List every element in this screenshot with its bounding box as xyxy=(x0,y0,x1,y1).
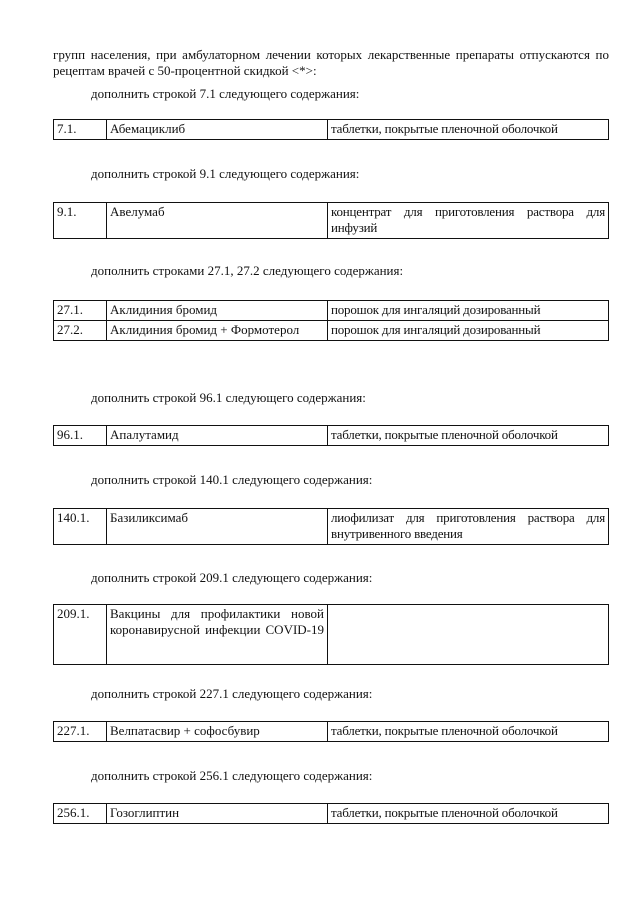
dosage-form: таблетки, покрытые пленочной оболочкой xyxy=(328,804,609,824)
row-number: 96.1. xyxy=(54,426,107,446)
table-row xyxy=(54,804,609,824)
table-row xyxy=(54,426,609,446)
dosage-form: концентрат для приготовления раствора для инфузий xyxy=(328,203,609,239)
section-lead: дополнить строкой 209.1 следующего содержания: xyxy=(91,570,373,585)
drug-table xyxy=(53,300,609,341)
intro-paragraph: групп населения, при амбулаторном лечении которых лекарственные препараты отпускаются по рецептам врачей с 50-процентной скидкой <*>: xyxy=(53,47,609,78)
section-lead: дополнить строкой 140.1 следующего содержания: xyxy=(91,472,373,487)
drug-table xyxy=(53,119,609,140)
drug-name: Аклидиния бромид xyxy=(107,301,328,321)
row-number: 9.1. xyxy=(54,203,107,239)
drug-name: Базиликсимаб xyxy=(107,509,328,545)
section-lead: дополнить строкой 256.1 следующего содержания: xyxy=(91,768,373,783)
drug-table xyxy=(53,721,609,742)
drug-name: Вакцины для профилактики новой коронавирусной инфекции COVID-19 xyxy=(107,605,328,665)
row-number: 27.1. xyxy=(54,301,107,321)
row-number: 209.1. xyxy=(54,605,107,665)
row-number: 140.1. xyxy=(54,509,107,545)
table-row xyxy=(54,120,609,140)
drug-name: Апалутамид xyxy=(107,426,328,446)
dosage-form xyxy=(328,605,609,665)
row-number: 27.2. xyxy=(54,321,107,341)
drug-table xyxy=(53,202,609,239)
dosage-form: порошок для ингаляций дозированный xyxy=(328,301,609,321)
dosage-form: таблетки, покрытые пленочной оболочкой xyxy=(328,722,609,742)
drug-name: Велпатасвир + софосбувир xyxy=(107,722,328,742)
table-row xyxy=(54,509,609,545)
dosage-form: лиофилизат для приготовления раствора для внутривенного введения xyxy=(328,509,609,545)
row-number: 227.1. xyxy=(54,722,107,742)
section-lead: дополнить строкой 96.1 следующего содержания: xyxy=(91,390,366,405)
section-lead: дополнить строкой 7.1 следующего содержания: xyxy=(91,86,360,101)
section-lead: дополнить строками 27.1, 27.2 следующего содержания: xyxy=(91,263,404,278)
table-row xyxy=(54,301,609,321)
table-row xyxy=(54,722,609,742)
drug-name: Абемациклиб xyxy=(107,120,328,140)
drug-name: Аклидиния бромид + Формотерол xyxy=(107,321,328,341)
table-row xyxy=(54,321,609,341)
drug-name: Гозоглиптин xyxy=(107,804,328,824)
section-lead: дополнить строкой 227.1 следующего содержания: xyxy=(91,686,373,701)
dosage-form: таблетки, покрытые пленочной оболочкой xyxy=(328,120,609,140)
drug-name: Авелумаб xyxy=(107,203,328,239)
table-row xyxy=(54,605,609,665)
drug-table xyxy=(53,508,609,545)
drug-table xyxy=(53,425,609,446)
row-number: 7.1. xyxy=(54,120,107,140)
section-lead: дополнить строкой 9.1 следующего содержания: xyxy=(91,166,360,181)
dosage-form: таблетки, покрытые пленочной оболочкой xyxy=(328,426,609,446)
dosage-form: порошок для ингаляций дозированный xyxy=(328,321,609,341)
table-row xyxy=(54,203,609,239)
drug-table xyxy=(53,604,609,665)
drug-table xyxy=(53,803,609,824)
row-number: 256.1. xyxy=(54,804,107,824)
